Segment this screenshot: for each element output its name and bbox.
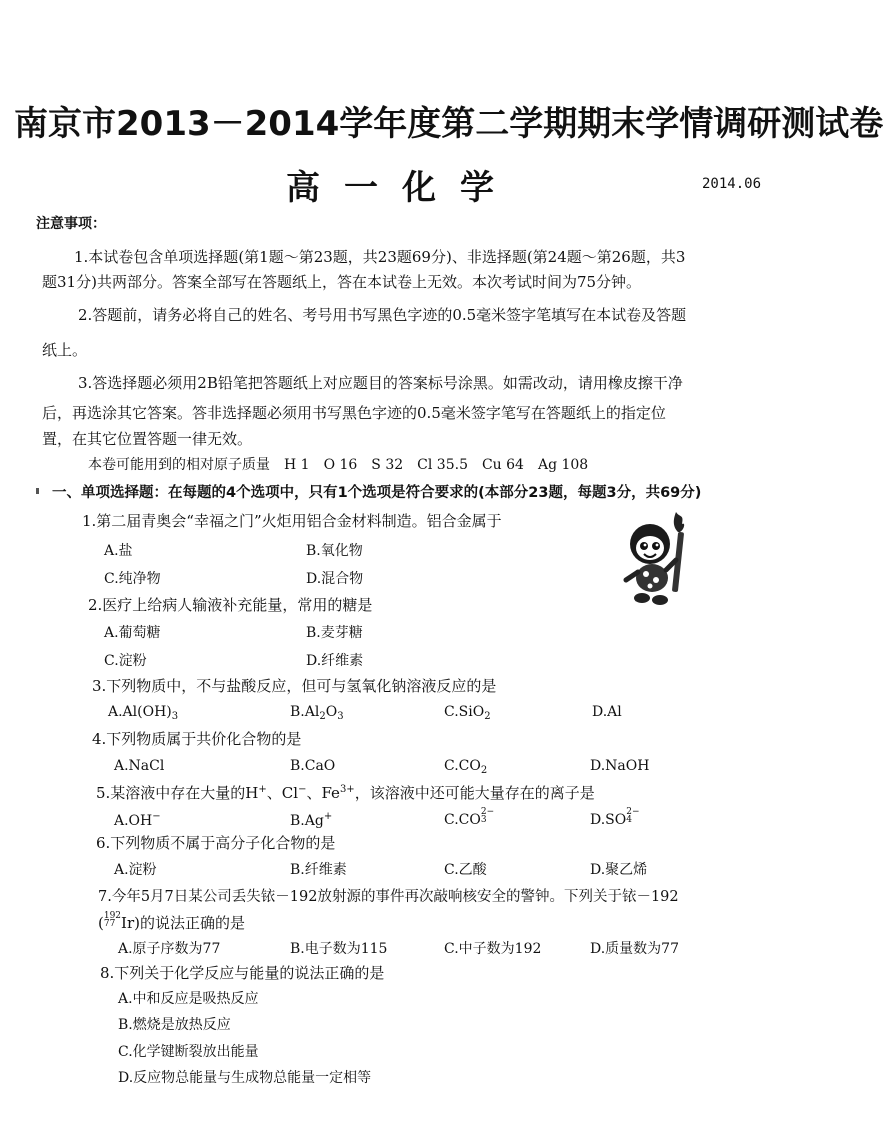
q6-option-b: B.纤维素: [290, 862, 347, 878]
q6-option-d: D.聚乙烯: [590, 862, 648, 878]
q5-stem: 5.某溶液中存在大量的H+、Cl−、$Fe^{3+}$，该溶液中还可能大量存在的离子是: [96, 784, 595, 802]
q2-option-a: A.葡萄糖: [104, 625, 161, 641]
q5-option-d: D.SO2− 4: [590, 807, 640, 828]
q8-option-b: B.燃烧是放热反应: [118, 1017, 231, 1033]
q7-option-b: B.电子数为115: [290, 941, 388, 957]
q6-stem: 6.下列物质不属于高分子化合物的是: [96, 834, 336, 852]
q2-option-d: D.纤维素: [306, 653, 364, 669]
q4-stem: 4.下列物质属于共价化合物的是: [92, 730, 302, 748]
q3-option-b: $B.Al_2O_3$: [290, 704, 344, 722]
q1-option-d: D.混合物: [306, 571, 364, 587]
q2-stem: 2.医疗上给病人输液补充能量，常用的糖是: [88, 596, 373, 614]
q4-option-d: D.NaOH: [590, 758, 650, 774]
q1-option-a: A.盐: [104, 543, 133, 559]
notice-heading: 注意事项：: [36, 216, 106, 232]
torch-mascot-illustration: [620, 508, 692, 608]
q8-option-a: A.中和反应是吸热反应: [118, 991, 259, 1007]
subject-title: 高一化学: [286, 168, 518, 208]
q7-option-d: D.质量数为77: [590, 941, 679, 957]
notice-line-5: 3.答选择题必须用2B铅笔把答题纸上对应题目的答案标号涂黑。如需改动，请用橡皮擦干净: [78, 374, 683, 392]
q3-option-c: C.SiO$_2$: [444, 704, 491, 722]
q3-option-a: $A.Al(OH)_3$: [108, 704, 179, 722]
q4-option-c: $C.CO_2$: [444, 758, 488, 776]
q3-option-d: D.Al: [592, 704, 622, 720]
q4-option-a: A.NaCl: [114, 758, 165, 774]
q8-option-d: D.反应物总能量与生成物总能量一定相等: [118, 1070, 372, 1086]
notice-line-4: 纸上。: [42, 341, 88, 359]
q8-option-c: C.化学键断裂放出能量: [118, 1044, 259, 1060]
notice-line-6: 后，再选涂其它答案。答非选择题必须用书写黑色字迹的0.5毫米签字笔写在答题纸上的指定位: [42, 404, 666, 422]
q8-stem: 8.下列关于化学反应与能量的说法正确的是: [100, 964, 385, 982]
notice-line-1: 1.本试卷包含单项选择题(第1题～第23题，共23题69分)、非选择题(第24题～第26题，共3: [74, 248, 686, 266]
exam-date: 2014.06: [702, 176, 762, 192]
q2-option-b: B.麦芽糖: [306, 625, 363, 641]
q1-stem: 1.第二届青奥会“幸福之门”火炬用铝合金材料制造。铝合金属于: [82, 512, 502, 530]
section1-heading: 一、单项选择题：在每题的4个选项中，只有1个选项是符合要求的(本部分23题，每题3分，共69分): [52, 485, 702, 501]
q5-option-b: B.Ag+: [290, 811, 333, 829]
q7-option-c: C.中子数为192: [444, 941, 542, 957]
notice-line-7: 置，在其它位置答题一律无效。: [42, 430, 253, 448]
q7-stem-isotope: (192 77 Ir)的说法正确的是: [98, 911, 245, 932]
q5-option-c: C.CO2− 3: [444, 807, 495, 828]
q4-option-b: B.CaO: [290, 758, 336, 774]
q1-option-b: B.氧化物: [306, 543, 363, 559]
q1-option-c: C.纯净物: [104, 571, 161, 587]
notice-line-3: 2.答题前，请务必将自己的姓名、考号用书写黑色字迹的0.5毫米签字笔填写在本试卷及答题: [78, 306, 687, 324]
q7-option-a: A.原子序数为77: [118, 941, 221, 957]
q6-option-a: A.淀粉: [114, 862, 157, 878]
margin-mark: [36, 488, 39, 494]
q7-stem: 7.今年5月7日某公司丢失铱－192放射源的事件再次敲响核安全的警钟。下列关于铱－192: [98, 889, 679, 905]
exam-title: 南京市2013－2014学年度第二学期期末学情调研测试卷: [14, 104, 883, 144]
q5-option-a: A.OH−: [114, 811, 161, 829]
q6-option-c: C.乙酸: [444, 862, 487, 878]
q2-option-c: C.淀粉: [104, 653, 147, 669]
atomic-mass-line: 本卷可能用到的相对原子质量 H 1 O 16 S 32 Cl 35.5 Cu 64 Ag 108: [88, 457, 589, 473]
q3-stem: 3.下列物质中，不与盐酸反应，但可与氢氧化钠溶液反应的是: [92, 677, 497, 695]
notice-line-2: 题31分)共两部分。答案全部写在答题纸上，答在本试卷上无效。本次考试时间为75分钟。: [42, 273, 642, 291]
